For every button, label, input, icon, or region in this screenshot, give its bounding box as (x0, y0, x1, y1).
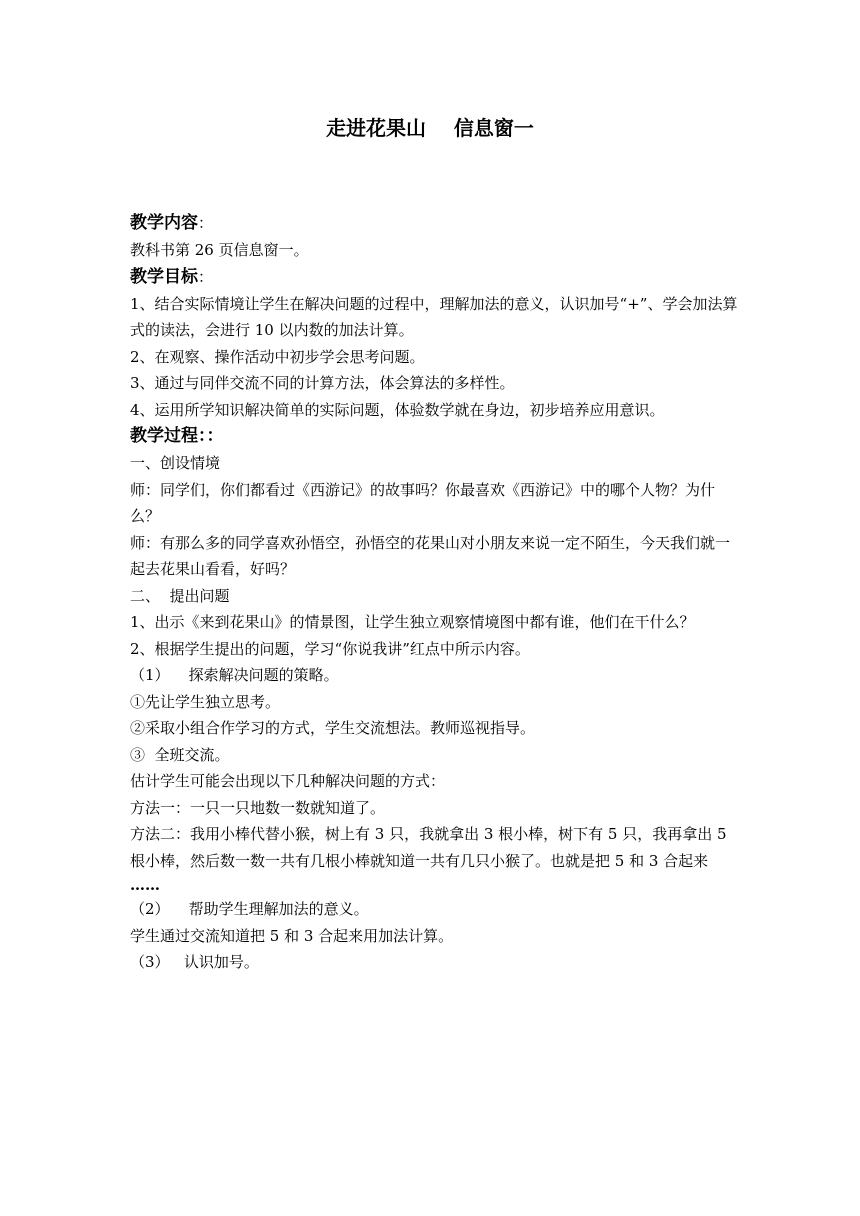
process-paragraph: 方法一：一只一只地数一数就知道了。 (130, 798, 386, 817)
goal-item: 4、运用所学知识解决简单的实际问题，体验数学就在身边，初步培养应用意识。 (130, 400, 665, 419)
process-paragraph: 1、出示《来到花果山》的情景图，让学生独立观察情境图中都有谁，他们在干什么？ (130, 613, 695, 631)
process-paragraph: 二、 提出问题 (130, 586, 230, 605)
process-paragraph: 学生通过交流知道把 5 和 3 合起来用加法计算。 (130, 926, 454, 945)
document-body (130, 210, 740, 976)
process-paragraph: 师：同学们，你们都看过《西游记》的故事吗？你最喜欢《西游记》中的哪个人物？为什么？ (130, 480, 716, 525)
section-heading-process: 教学过程：： (130, 426, 224, 446)
process-paragraph: ①先让学生独立思考。 (130, 692, 281, 711)
section-heading-goals (130, 264, 740, 291)
heading-text: 教学内容 (130, 213, 198, 233)
document-title: 走进花果山 信息窗一 (326, 116, 534, 140)
process-paragraph: 2、根据学生提出的问题，学习“你说我讲”红点中所示内容。 (130, 639, 530, 658)
heading-text: 教学目标 (130, 266, 198, 287)
ellipsis: …… (130, 876, 160, 894)
goal-item: 2、在观察、操作活动中初步学会思考问题。 (130, 347, 425, 366)
process-paragraph: 方法二：我用小棒代替小猴，树上有 3 只，我就拿出 3 根小棒，树下有 5 只，我再拿出 5 根小棒，然后数一数一共有几根小棒就知道一共有几只小猴了。也就是把 5 和 3 合起来 (130, 825, 732, 870)
process-paragraph: ③ 全班交流。 (130, 745, 230, 764)
heading-colon: ： (198, 214, 214, 232)
process-paragraph: （3） 认识加号。 (130, 953, 259, 971)
process-paragraph: （2） 帮助学生理解加法的意义。 (130, 900, 369, 918)
process-paragraph: 师：有那么多的同学喜欢孙悟空，孙悟空的花果山对小朋友来说一定不陌生，今天我们就一起去花果山看看，好吗？ (130, 533, 731, 578)
process-paragraph: ②采取小组合作学习的方式，学生交流想法。教师巡视指导。 (130, 719, 536, 737)
section-heading-content (130, 210, 740, 237)
content-text: 教科书第 26 页信息窗一。 (130, 241, 309, 259)
process-paragraph: 估计学生可能会出现以下几种解决问题的方式： (130, 772, 446, 790)
heading-colon: ： (198, 267, 214, 286)
process-paragraph: （1） 探索解决问题的策略。 (130, 666, 339, 684)
process-paragraph: 一、创设情境 (130, 454, 221, 472)
goal-item: 1、结合实际情境让学生在解决问题的过程中，理解加法的意义，认识加号“+”、学会加法算式的读法，会进行 10 以内数的加法计算。 (130, 294, 738, 339)
goal-item: 3、通过与同伴交流不同的计算方法，体会算法的多样性。 (130, 374, 515, 392)
